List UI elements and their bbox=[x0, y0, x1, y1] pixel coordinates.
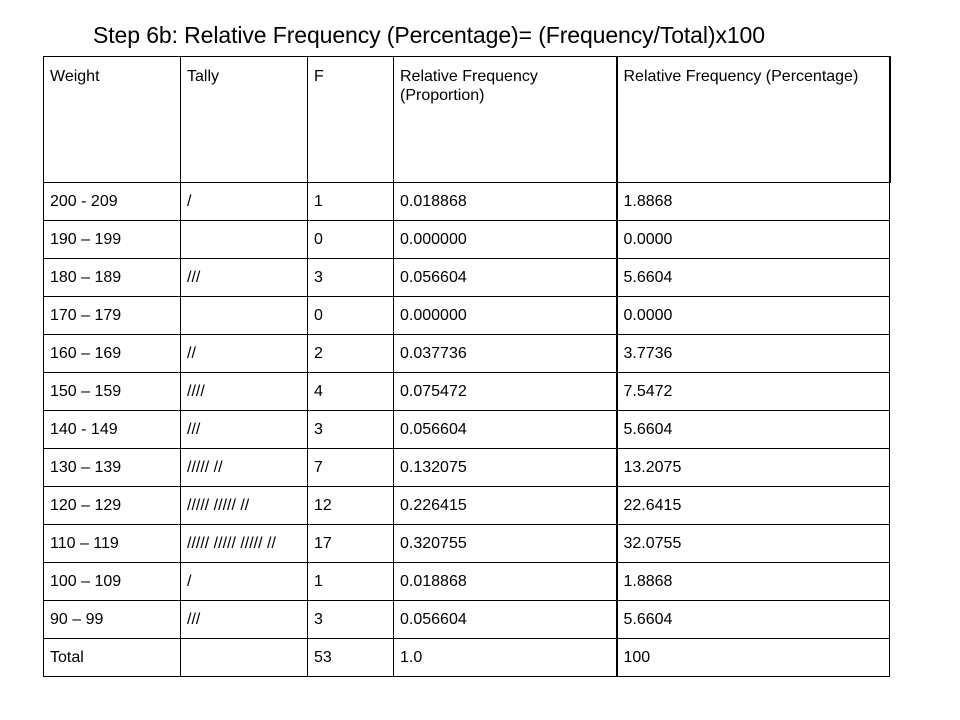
percentage-cell: 5.6604 bbox=[617, 601, 890, 639]
slide-title: Step 6b: Relative Frequency (Percentage)= (Frequency/Total)x100 bbox=[93, 22, 765, 48]
weight-cell: 200 - 209 bbox=[44, 183, 181, 221]
tally-cell: // bbox=[181, 335, 308, 373]
frequency-cell: 53 bbox=[308, 639, 394, 677]
weight-cell: 150 – 159 bbox=[44, 373, 181, 411]
tally-cell: /// bbox=[181, 259, 308, 297]
percentage-cell: 1.8868 bbox=[617, 183, 890, 221]
percentage-cell: 7.5472 bbox=[617, 373, 890, 411]
percentage-cell: 5.6604 bbox=[617, 259, 890, 297]
table-row bbox=[44, 183, 890, 221]
proportion-cell: 0.056604 bbox=[394, 411, 617, 449]
percentage-cell: 1.8868 bbox=[617, 563, 890, 601]
frequency-cell: 3 bbox=[308, 411, 394, 449]
tally-cell bbox=[181, 221, 308, 259]
weight-cell: 90 – 99 bbox=[44, 601, 181, 639]
frequency-cell: 12 bbox=[308, 487, 394, 525]
weight-cell: 160 – 169 bbox=[44, 335, 181, 373]
frequency-cell: 2 bbox=[308, 335, 394, 373]
table-row bbox=[44, 487, 890, 525]
table-row bbox=[44, 373, 890, 411]
percentage-cell: 32.0755 bbox=[617, 525, 890, 563]
tally-cell: ///// // bbox=[181, 449, 308, 487]
weight-cell: 110 – 119 bbox=[44, 525, 181, 563]
tally-cell: //// bbox=[181, 373, 308, 411]
frequency-cell: 7 bbox=[308, 449, 394, 487]
table-row bbox=[44, 335, 890, 373]
tally-cell: / bbox=[181, 563, 308, 601]
weight-cell: 190 – 199 bbox=[44, 221, 181, 259]
table-row bbox=[44, 563, 890, 601]
tally-cell bbox=[181, 639, 308, 677]
header-relative-frequency-proportion: Relative Frequency (Proportion) bbox=[394, 57, 617, 183]
percentage-cell: 13.2075 bbox=[617, 449, 890, 487]
tally-cell bbox=[181, 297, 308, 335]
percentage-cell: 100 bbox=[617, 639, 890, 677]
table-row bbox=[44, 259, 890, 297]
proportion-cell: 0.132075 bbox=[394, 449, 617, 487]
proportion-cell: 0.018868 bbox=[394, 183, 617, 221]
table-row bbox=[44, 449, 890, 487]
table-row bbox=[44, 297, 890, 335]
frequency-table bbox=[43, 56, 891, 677]
table-total-row bbox=[44, 639, 890, 677]
weight-cell: Total bbox=[44, 639, 181, 677]
proportion-cell: 0.075472 bbox=[394, 373, 617, 411]
table-header-row bbox=[44, 57, 890, 183]
frequency-cell: 1 bbox=[308, 563, 394, 601]
frequency-cell: 1 bbox=[308, 183, 394, 221]
tally-cell: ///// ///// // bbox=[181, 487, 308, 525]
frequency-cell: 3 bbox=[308, 259, 394, 297]
percentage-cell: 3.7736 bbox=[617, 335, 890, 373]
frequency-cell: 17 bbox=[308, 525, 394, 563]
header-weight: Weight bbox=[44, 57, 181, 183]
tally-cell: ///// ///// ///// // bbox=[181, 525, 308, 563]
weight-cell: 100 – 109 bbox=[44, 563, 181, 601]
percentage-cell: 5.6604 bbox=[617, 411, 890, 449]
weight-cell: 170 – 179 bbox=[44, 297, 181, 335]
frequency-cell: 3 bbox=[308, 601, 394, 639]
proportion-cell: 0.000000 bbox=[394, 297, 617, 335]
frequency-cell: 0 bbox=[308, 297, 394, 335]
proportion-cell: 0.056604 bbox=[394, 601, 617, 639]
table-row bbox=[44, 221, 890, 259]
table-row bbox=[44, 411, 890, 449]
weight-cell: 140 - 149 bbox=[44, 411, 181, 449]
proportion-cell: 0.056604 bbox=[394, 259, 617, 297]
table-row bbox=[44, 525, 890, 563]
proportion-cell: 0.320755 bbox=[394, 525, 617, 563]
tally-cell: / bbox=[181, 183, 308, 221]
proportion-cell: 0.000000 bbox=[394, 221, 617, 259]
percentage-cell: 22.6415 bbox=[617, 487, 890, 525]
header-tally: Tally bbox=[181, 57, 308, 183]
tally-cell: /// bbox=[181, 411, 308, 449]
proportion-cell: 0.226415 bbox=[394, 487, 617, 525]
proportion-cell: 0.018868 bbox=[394, 563, 617, 601]
percentage-cell: 0.0000 bbox=[617, 221, 890, 259]
weight-cell: 130 – 139 bbox=[44, 449, 181, 487]
percentage-cell: 0.0000 bbox=[617, 297, 890, 335]
header-relative-frequency-percentage: Relative Frequency (Percentage) bbox=[617, 57, 890, 183]
header-frequency: F bbox=[308, 57, 394, 183]
proportion-cell: 1.0 bbox=[394, 639, 617, 677]
frequency-cell: 4 bbox=[308, 373, 394, 411]
weight-cell: 120 – 129 bbox=[44, 487, 181, 525]
weight-cell: 180 – 189 bbox=[44, 259, 181, 297]
tally-cell: /// bbox=[181, 601, 308, 639]
proportion-cell: 0.037736 bbox=[394, 335, 617, 373]
table-row bbox=[44, 601, 890, 639]
frequency-cell: 0 bbox=[308, 221, 394, 259]
